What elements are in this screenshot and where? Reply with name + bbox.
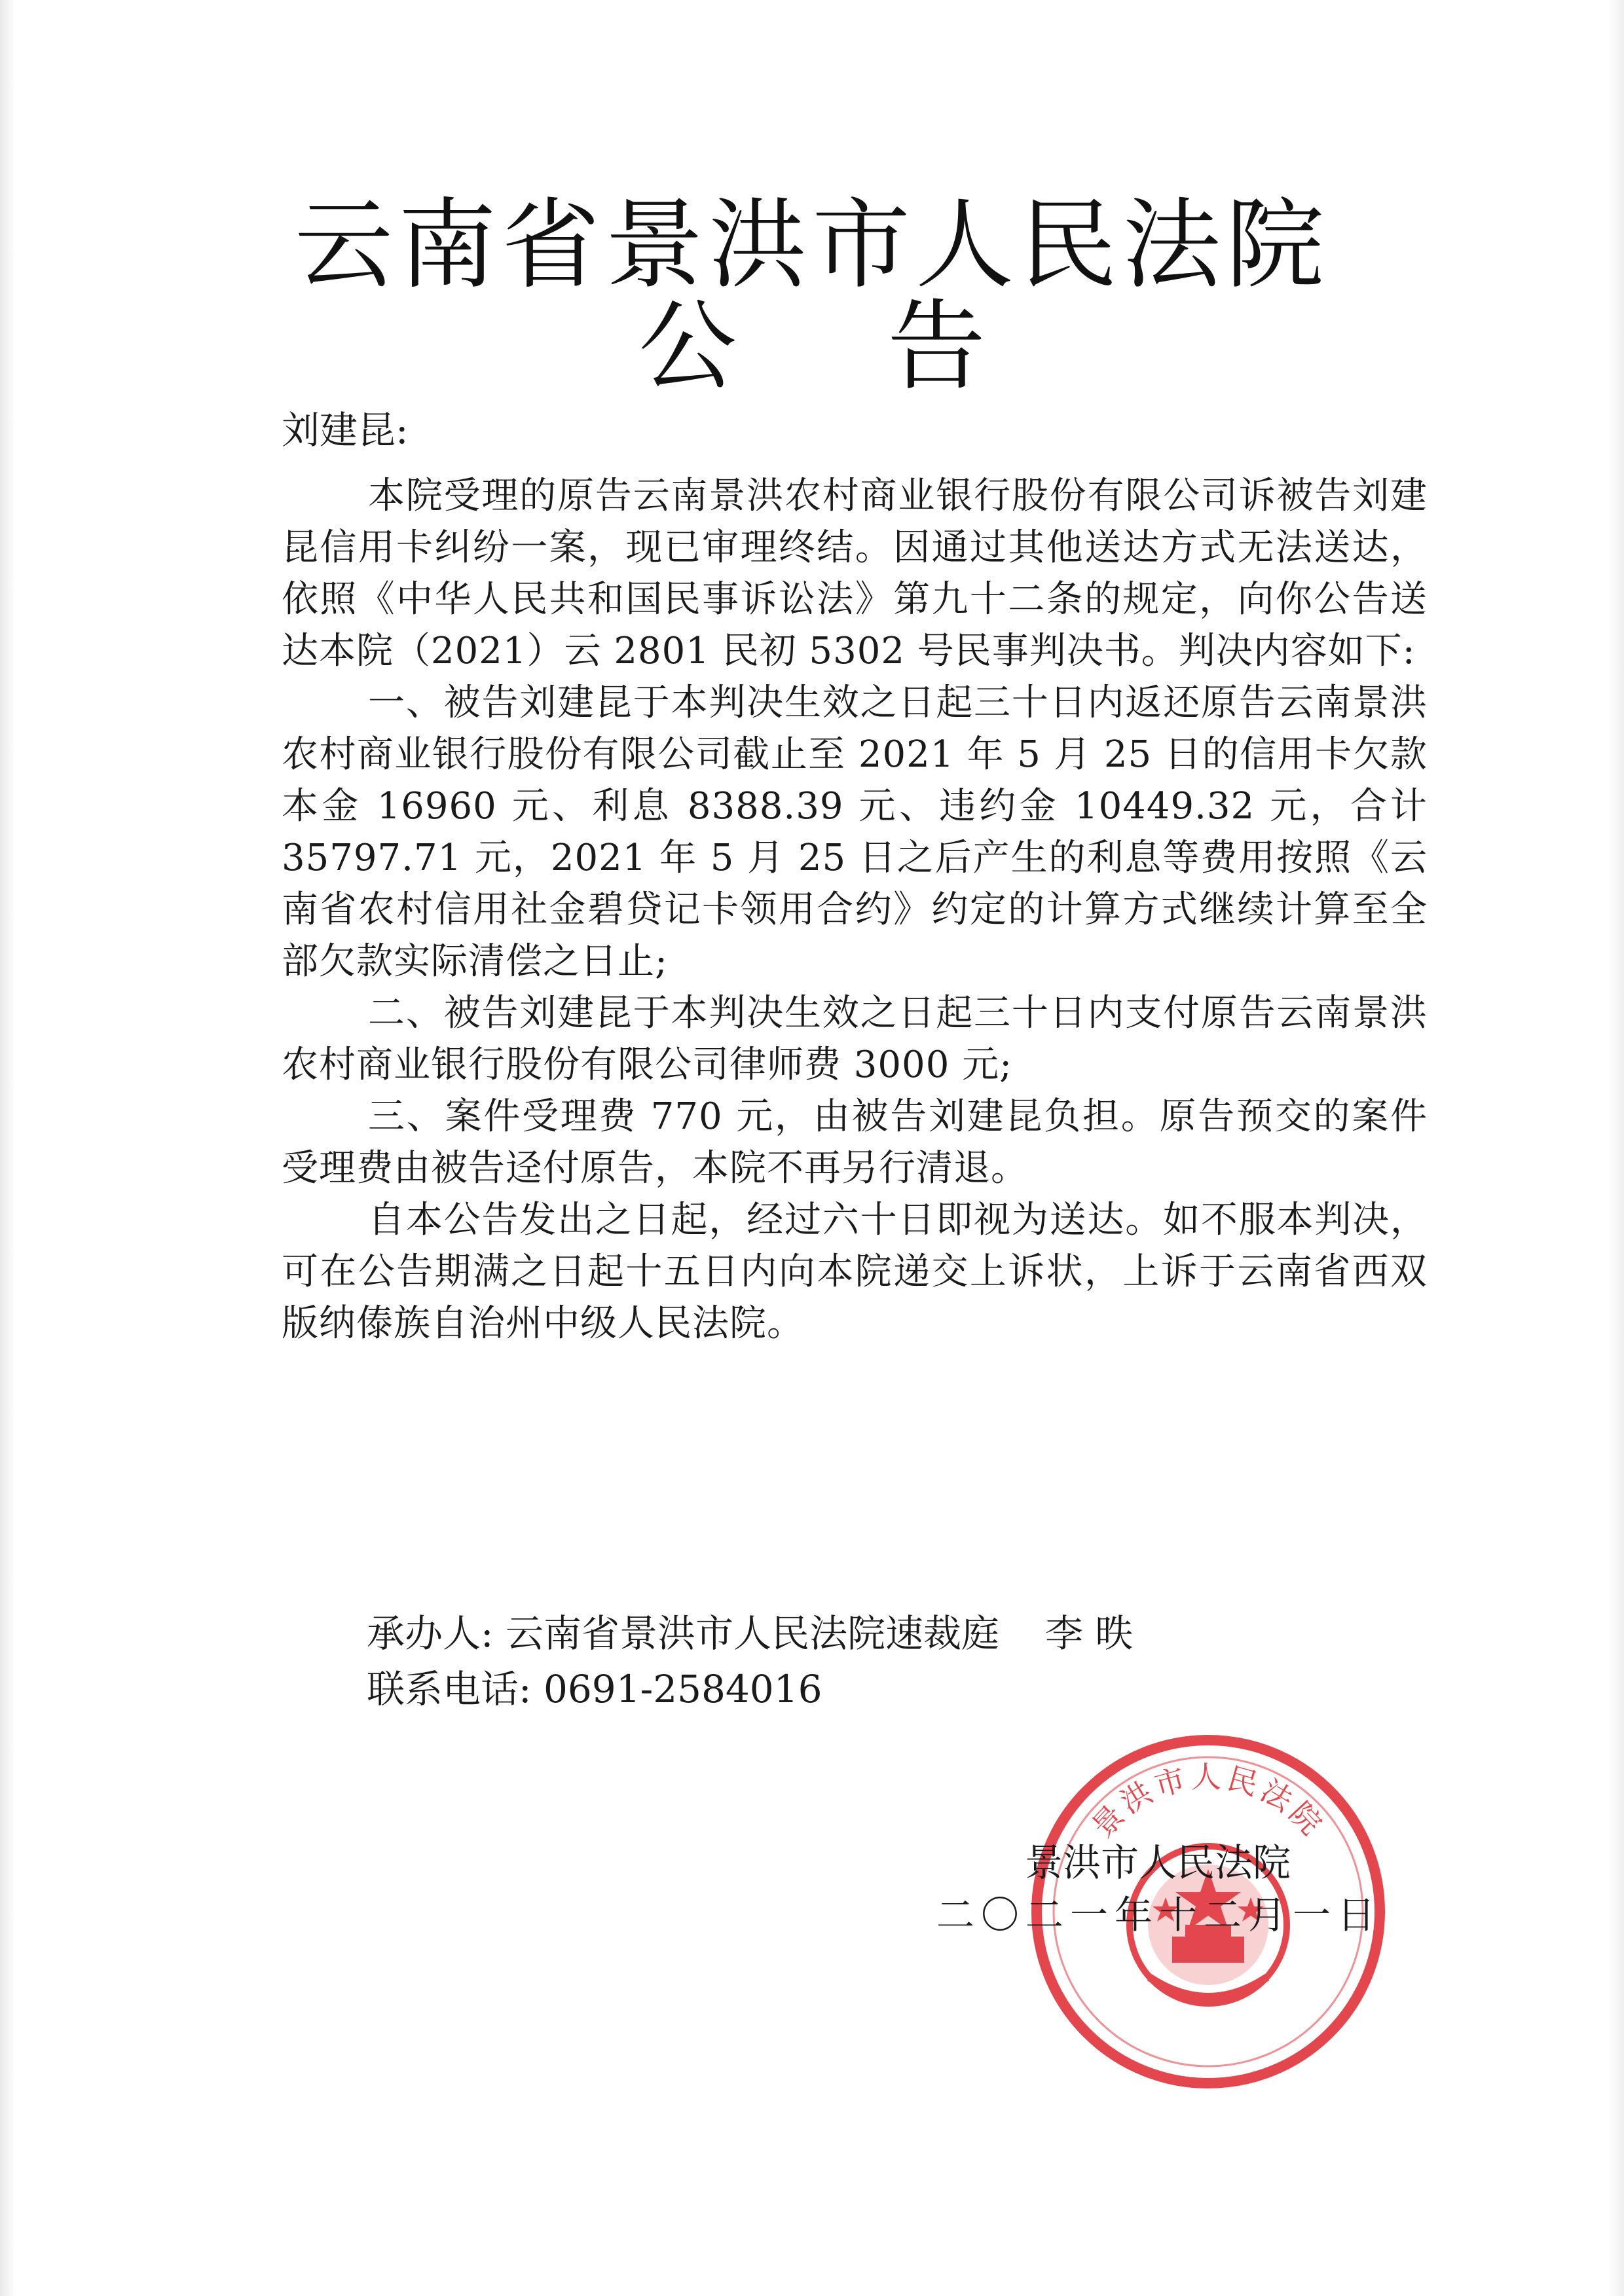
notice-body	[282, 470, 1428, 1349]
handler-name: 李 昳	[1045, 1611, 1134, 1656]
paragraph-judgment-1: 一、被告刘建昆于本判决生效之日起三十日内返还原告云南景洪农村商业银行股份有限公司截止至 2021 年 5 月 25 日的信用卡欠款本金 16960 元、利息 8388.39 元、违约金 10449.32 元，合计 35797.71 元，2021 年 5 月 25 日之后产生的利息等费用按照《云南省农村信用社金碧贷记卡领用合约》约定的计算方式继续计算至全部欠款实际清偿之日止;	[282, 682, 1428, 983]
paragraph-intro: 本院受理的原告云南景洪农村商业银行股份有限公司诉被告刘建昆信用卡纠纷一案，现已审理终结。因通过其他送达方式无法送达，依照《中华人民共和国民事诉讼法》第九十二条的规定，向你公告送达本院（2021）云 2801 民初 5302 号民事判决书。判决内容如下:	[282, 475, 1428, 672]
notice-title	[0, 290, 1624, 404]
handler-label: 承办人:	[367, 1611, 494, 1656]
addressee: 刘建昆:	[282, 408, 409, 452]
handler-unit: 云南省景洪市人民法院速裁庭	[505, 1611, 999, 1656]
phone-label: 联系电话:	[367, 1667, 532, 1711]
notice-title-char-2: 告	[887, 290, 986, 404]
court-title: 云南省景洪市人民法院	[294, 189, 1329, 302]
paragraph-judgment-3: 三、案件受理费 770 元，由被告刘建昆负担。原告预交的案件受理费由被告迳付原告，本院不再另行清退。	[282, 1095, 1428, 1190]
signature-date: 二〇二一年十二月一日	[936, 1893, 1382, 1937]
handler-line	[367, 1607, 1133, 1660]
paragraph-judgment-2: 二、被告刘建昆于本判决生效之日起三十日内支付原告云南景洪农村商业银行股份有限公司律师费 3000 元;	[282, 992, 1428, 1086]
phone-number: 0691-2584016	[543, 1667, 822, 1711]
phone-line	[367, 1663, 822, 1715]
signature-court: 景洪市人民法院	[1025, 1840, 1291, 1885]
paragraph-appeal: 自本公告发出之日起，经过六十日即视为送达。如不服本判决，可在公告期满之日起十五日内向本院递交上诉状，上诉于云南省西双版纳傣族自治州中级人民法院。	[282, 1199, 1428, 1345]
seal-text: 景洪市人民法院	[1084, 1759, 1332, 1845]
notice-title-char-1: 公	[638, 290, 737, 404]
